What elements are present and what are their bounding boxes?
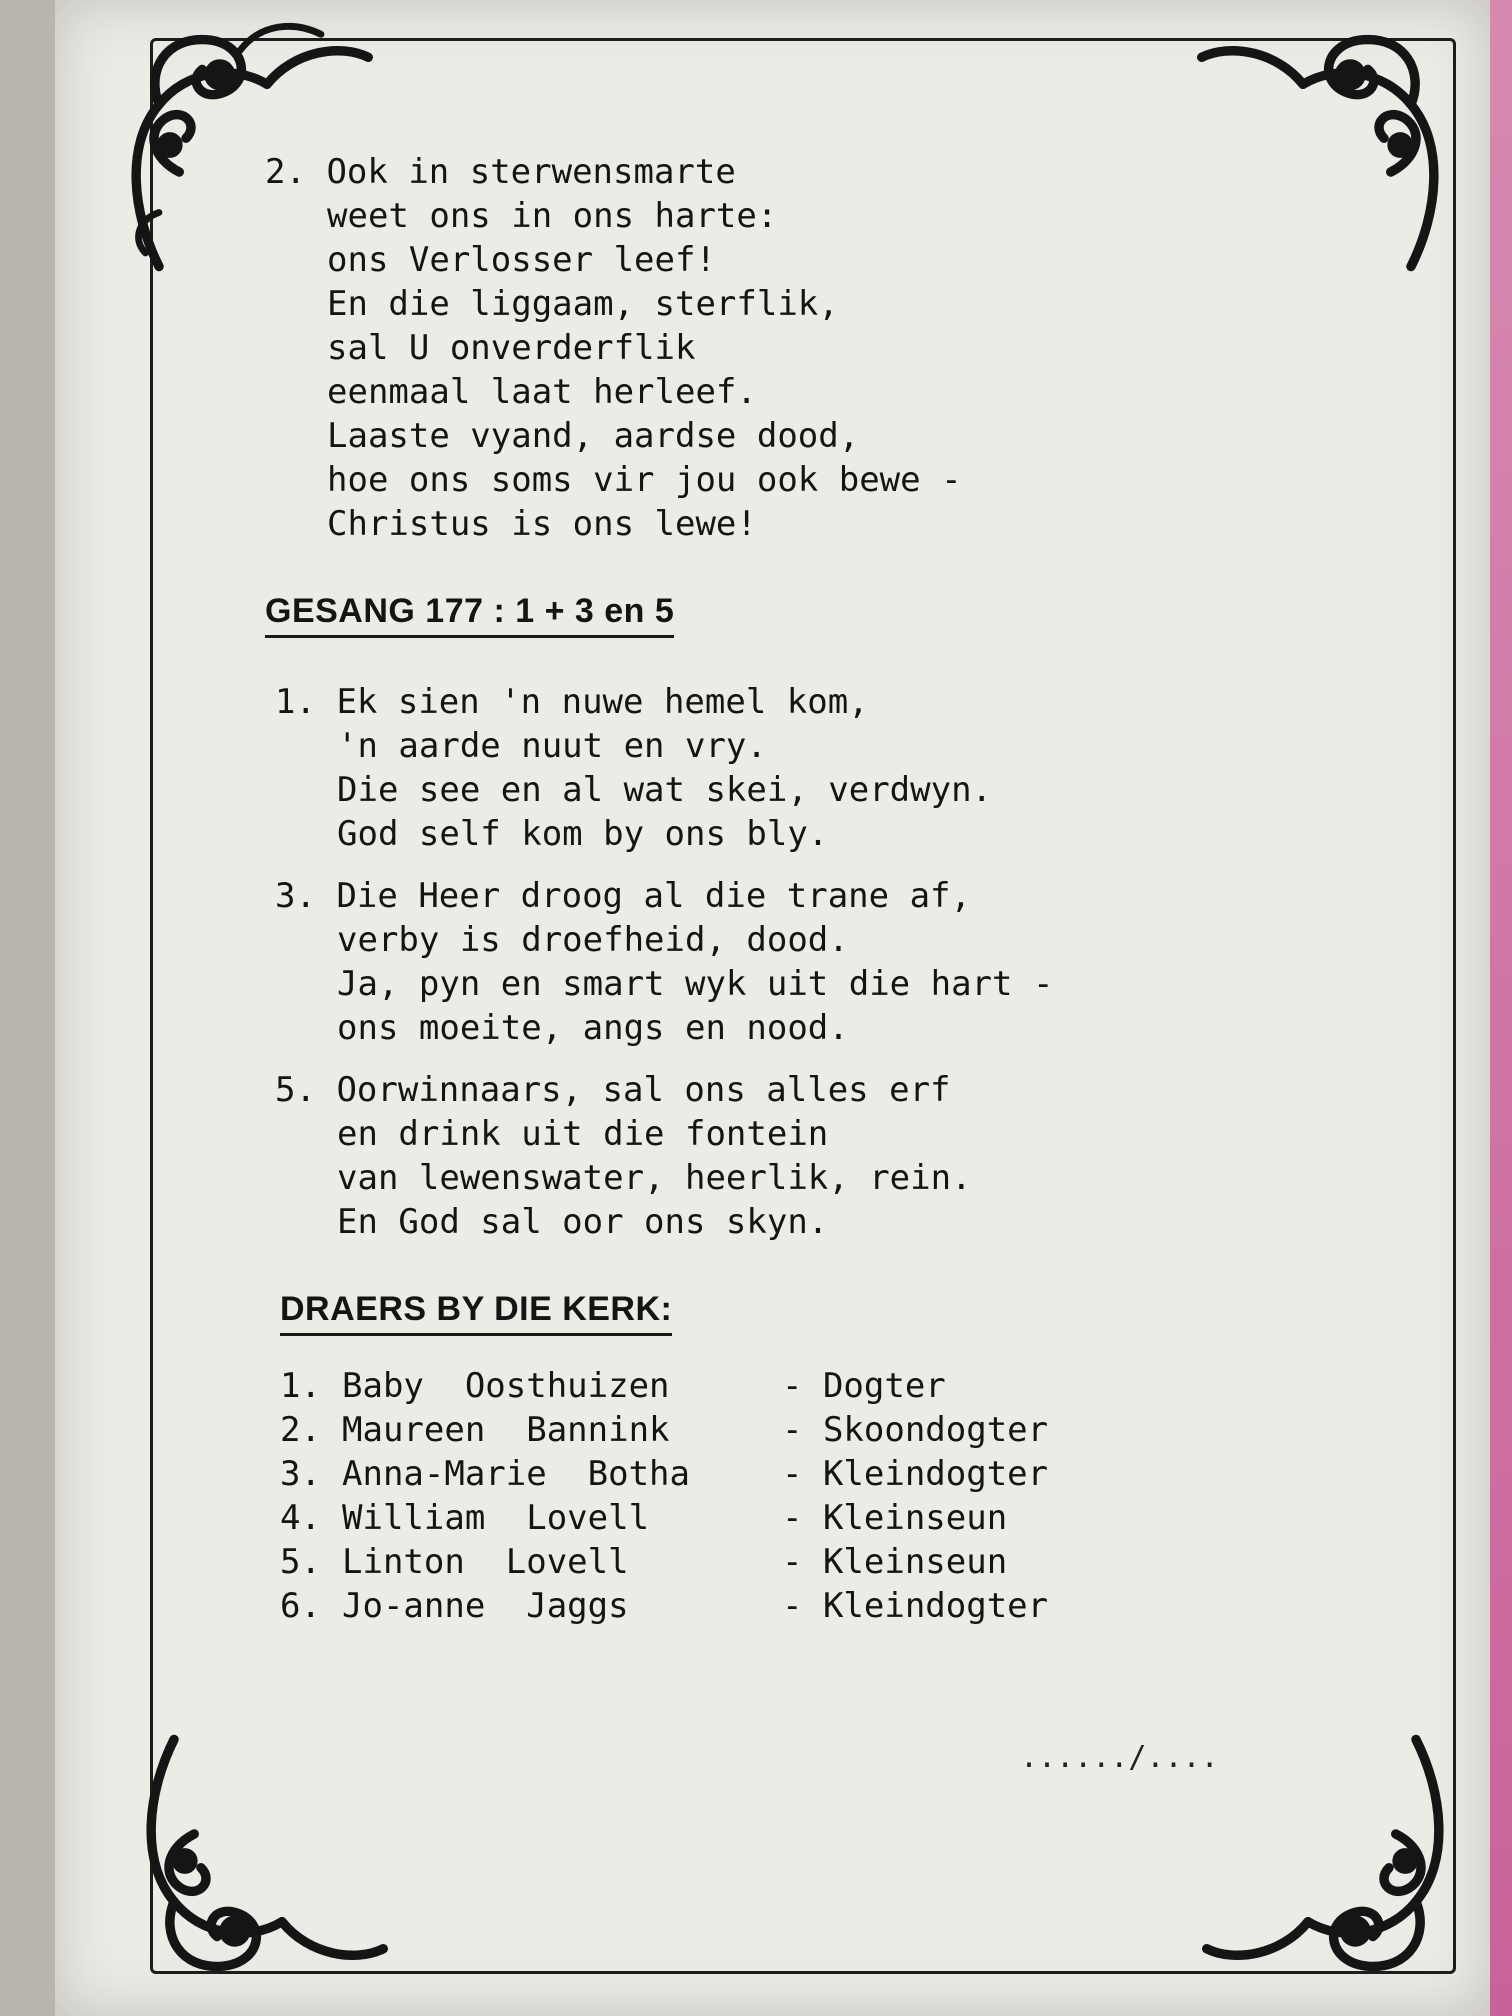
verse-line: Laaste vyand, aardse dood, [327, 416, 860, 456]
bearer-relation: - Kleindogter [782, 1586, 1049, 1626]
list-item [280, 1364, 1048, 1408]
stanza-line: Ek sien 'n nuwe hemel kom, [336, 682, 869, 722]
stanza-line: en drink uit die fontein [337, 1114, 829, 1154]
verse-line: ons Verlosser leef! [327, 240, 716, 280]
verse-2 [265, 150, 1165, 546]
page-content [265, 150, 1165, 1628]
bearer-name: Anna-Marie Botha [342, 1454, 690, 1494]
bearer-number: 3. [280, 1454, 321, 1494]
ornament-corner-icon [1200, 1726, 1470, 1996]
bearer-name: Linton Lovell [342, 1542, 629, 1582]
stanza-line: 'n aarde nuut en vry. [337, 726, 767, 766]
verse-number: 2. [265, 152, 306, 192]
verse-line: weet ons in ons harte: [327, 196, 778, 236]
bearer-relation: - Dogter [782, 1366, 946, 1406]
stanza-5 [275, 1068, 1165, 1244]
verse-line: Christus is ons lewe! [327, 504, 757, 544]
list-item [280, 1408, 1048, 1452]
verse-line: Ook in sterwensmarte [326, 152, 736, 192]
verse-line: eenmaal laat herleef. [327, 372, 757, 412]
stanza-line: Die Heer droog al die trane af, [336, 876, 971, 916]
bearer-name: Baby Oosthuizen [342, 1366, 670, 1406]
bearer-number: 2. [280, 1410, 321, 1450]
stanza-line: ons moeite, angs en nood. [337, 1008, 849, 1048]
bearer-relation: - Kleinseun [782, 1542, 1008, 1582]
stanza-3 [275, 874, 1165, 1050]
footer-dots: ....../.... [1020, 1740, 1219, 1775]
program-page [55, 0, 1490, 2016]
stanza-line: van lewenswater, heerlik, rein. [337, 1158, 972, 1198]
stanza-number: 5. [275, 1070, 316, 1110]
bearers-heading: DRAERS BY DIE KERK: [280, 1290, 672, 1336]
bearer-name: Maureen Bannink [342, 1410, 670, 1450]
bearers-section [280, 1290, 1165, 1628]
ornament-corner-icon [1195, 10, 1465, 280]
bearer-name: William Lovell [342, 1498, 650, 1538]
stanza-line: Ja, pyn en smart wyk uit die hart - [337, 964, 1054, 1004]
list-item [280, 1496, 1048, 1540]
stanza-line: God self kom by ons bly. [337, 814, 829, 854]
bearer-relation: - Kleinseun [782, 1498, 1008, 1538]
list-item [280, 1584, 1048, 1628]
bearer-name: Jo-anne Jaggs [342, 1586, 629, 1626]
verse-line: En die liggaam, sterflik, [327, 284, 839, 324]
stanza-line: Die see en al wat skei, verdwyn. [337, 770, 993, 810]
bearer-number: 6. [280, 1586, 321, 1626]
stanza-1 [275, 680, 1165, 856]
list-item [280, 1540, 1048, 1584]
bearer-number: 1. [280, 1366, 321, 1406]
stanza-line: Oorwinnaars, sal ons alles erf [336, 1070, 951, 1110]
verse-line: sal U onverderflik [327, 328, 696, 368]
list-item [280, 1452, 1048, 1496]
bearer-relation: - Kleindogter [782, 1454, 1049, 1494]
hymn-stanzas [275, 680, 1165, 1244]
verse-line: hoe ons soms vir jou ook bewe - [327, 460, 962, 500]
stanza-line: verby is droefheid, dood. [337, 920, 849, 960]
ornament-corner-icon [120, 1726, 390, 1996]
bearer-number: 4. [280, 1498, 321, 1538]
stanza-line: En God sal oor ons skyn. [337, 1202, 829, 1242]
bearers-list [280, 1364, 1048, 1628]
bearer-relation: - Skoondogter [782, 1410, 1049, 1450]
bearer-number: 5. [280, 1542, 321, 1582]
stanza-number: 3. [275, 876, 316, 916]
hymn-heading: GESANG 177 : 1 + 3 en 5 [265, 592, 674, 638]
stanza-number: 1. [275, 682, 316, 722]
